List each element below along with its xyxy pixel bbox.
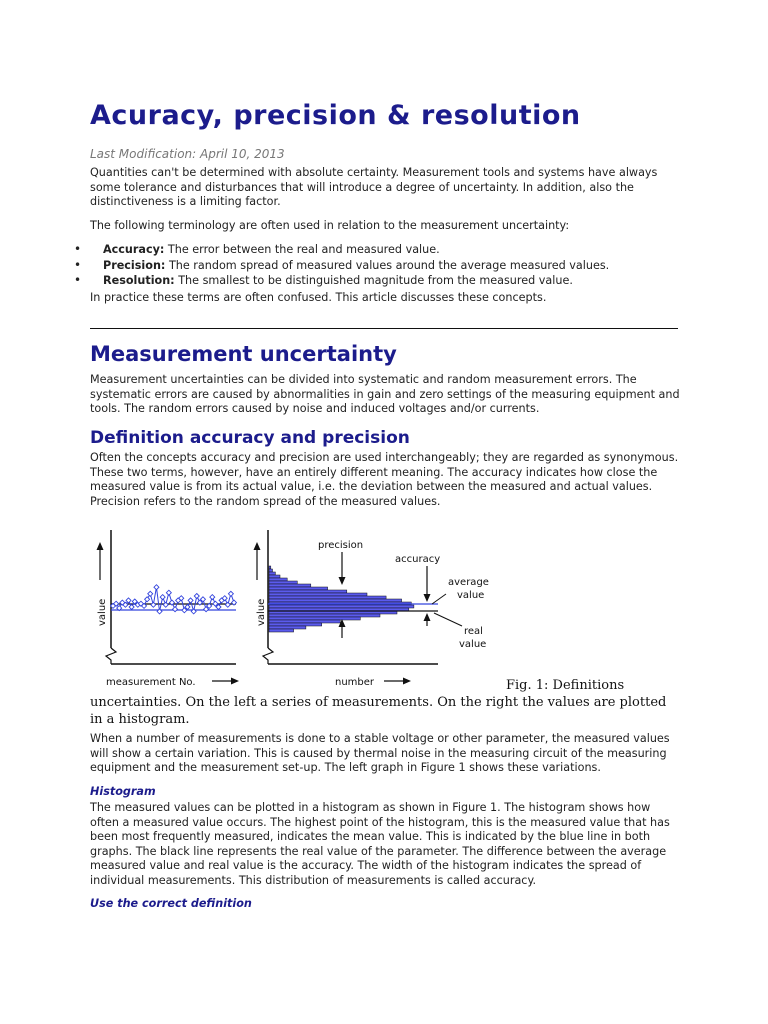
left-x-label: measurement No. — [106, 677, 196, 687]
right-graph — [254, 530, 489, 687]
definition-paragraph: Often the concepts accuracy and precision are used interchangeably; they are regarded as synonymous. These two terms, however, have an entirely different meaning. The accuracy indicates how close the measured value is from its actual value, i.e. the deviation between the measured and actual values. Precision refers to the random spread of the measured values. — [90, 451, 679, 508]
accuracy-arrowhead-bottom — [424, 613, 431, 621]
precision-arrowhead-top — [339, 577, 346, 585]
right-axis-break — [263, 648, 273, 664]
right-x-label: number — [335, 677, 375, 687]
average-label-line1: average — [448, 577, 489, 588]
histogram-paragraph: The measured values can be plotted in a histogram as shown in Figure 1. The histogram shows how often a measured value occurs. The highest point of the histogram, this is the measured value that has been most frequently measured, indicates the mean value. This is indicated by the blue line in both graphs. The black line represents the real value of the parameter. The difference between the average measured value and real value is the accuracy. The width of the histogram indicates the spread of individual measurements. This distribution of measurements is called accuracy. — [90, 801, 670, 887]
real-pointer — [434, 613, 462, 626]
histogram-bar — [269, 572, 275, 575]
measurement-point — [148, 591, 153, 596]
histogram-bar — [269, 617, 360, 620]
right-x-arrowhead — [403, 678, 411, 685]
measurement-point — [154, 585, 159, 590]
histogram-bar — [269, 566, 271, 569]
histogram-bar — [269, 581, 297, 584]
left-graph — [97, 530, 240, 687]
histogram-bar — [269, 578, 287, 581]
last-modified: Last Modification: April 10, 2013 — [90, 147, 285, 161]
page-title: Acuracy, precision & resolution — [90, 100, 581, 131]
measurement-point — [194, 594, 199, 599]
uncertainty-paragraph: Measurement uncertainties can be divided into systematic and random measurement errors. The systematic errors are caused by abnormalities in gain and zero settings of the measuring equipment and tools. The random errors caused by noise and induced voltages and/or currents. — [90, 373, 680, 415]
accuracy-arrowhead-top — [424, 594, 431, 602]
figure-caption: uncertainties. On the left a series of measurements. On the right the values are plotted in a histogram. — [90, 695, 667, 727]
measurement-point — [160, 595, 165, 600]
figure-1 — [88, 522, 498, 687]
histogram-bar — [269, 599, 402, 602]
measurement-point — [145, 597, 150, 602]
measurement-point — [188, 598, 193, 603]
histogram-bar — [269, 587, 328, 590]
section-heading-definition: Definition accuracy and precision — [90, 428, 410, 448]
histogram-bar — [269, 596, 386, 599]
histogram-heading: Histogram — [90, 785, 156, 798]
histogram-bar — [269, 575, 280, 578]
histogram-bar — [269, 626, 306, 629]
accuracy-label: accuracy — [395, 554, 441, 565]
list-item: • Precision: The random spread of measured values around the average measured values. — [90, 258, 609, 274]
histogram-bar — [269, 584, 311, 587]
correct-definition-heading: Use the correct definition — [90, 897, 252, 910]
real-label-line1: real — [464, 626, 483, 637]
measurement-point — [228, 591, 233, 596]
measurement-point — [163, 602, 168, 607]
terms-list — [90, 242, 609, 289]
measurement-point — [129, 605, 134, 610]
precision-label: precision — [318, 540, 364, 551]
section-heading-uncertainty: Measurement uncertainty — [90, 342, 397, 366]
real-label-line2: value — [459, 639, 487, 650]
section-divider — [90, 328, 678, 329]
histogram-bar — [269, 605, 414, 608]
list-item: • Accuracy: The error between the real and measured value. — [90, 242, 609, 258]
histogram-bar — [269, 629, 294, 632]
measurement-point — [166, 590, 171, 595]
right-y-label: value — [256, 598, 267, 626]
measurement-point — [173, 607, 178, 612]
intro-paragraph: Quantities can't be determined with absolute certainty. Measurement tools and systems have always some tolerance and disturbances that will introduce a degree of uncertainty. In addition, also the distinctiveness is a limiting factor. — [90, 166, 658, 208]
histogram-bar — [269, 590, 347, 593]
left-y-arrowhead — [97, 542, 104, 550]
left-x-arrowhead — [231, 678, 239, 685]
right-y-arrowhead — [254, 542, 261, 550]
figure-caption-line1: Fig. 1: Definitions — [506, 678, 625, 693]
histogram-bar — [269, 569, 273, 572]
histogram-bar — [269, 623, 322, 626]
histogram-bar — [269, 620, 340, 623]
histogram-bar — [269, 593, 367, 596]
practice-note: In practice these terms are often confused. This article discusses these concepts. — [90, 291, 547, 304]
measurement-point — [151, 602, 156, 607]
average-label-line2: value — [457, 590, 485, 601]
histogram-bar — [269, 614, 380, 617]
list-item: • Resolution: The smallest to be distinguished magnitude from the measured value. — [90, 273, 609, 289]
average-pointer — [432, 594, 446, 604]
variation-paragraph: When a number of measurements is done to a stable voltage or other parameter, the measured values will show a certain variation. This is caused by thermal noise in the measuring circuit of the measuring equipment and the measurement set-up. The left graph in Figure 1 shows these variations. — [90, 732, 670, 774]
measurement-point — [225, 602, 230, 607]
left-y-label: value — [97, 598, 108, 626]
terminology-lead: The following terminology are often used in relation to the measurement uncertainty: — [90, 219, 570, 232]
left-axis-break — [106, 648, 116, 664]
measurement-point — [210, 595, 215, 600]
